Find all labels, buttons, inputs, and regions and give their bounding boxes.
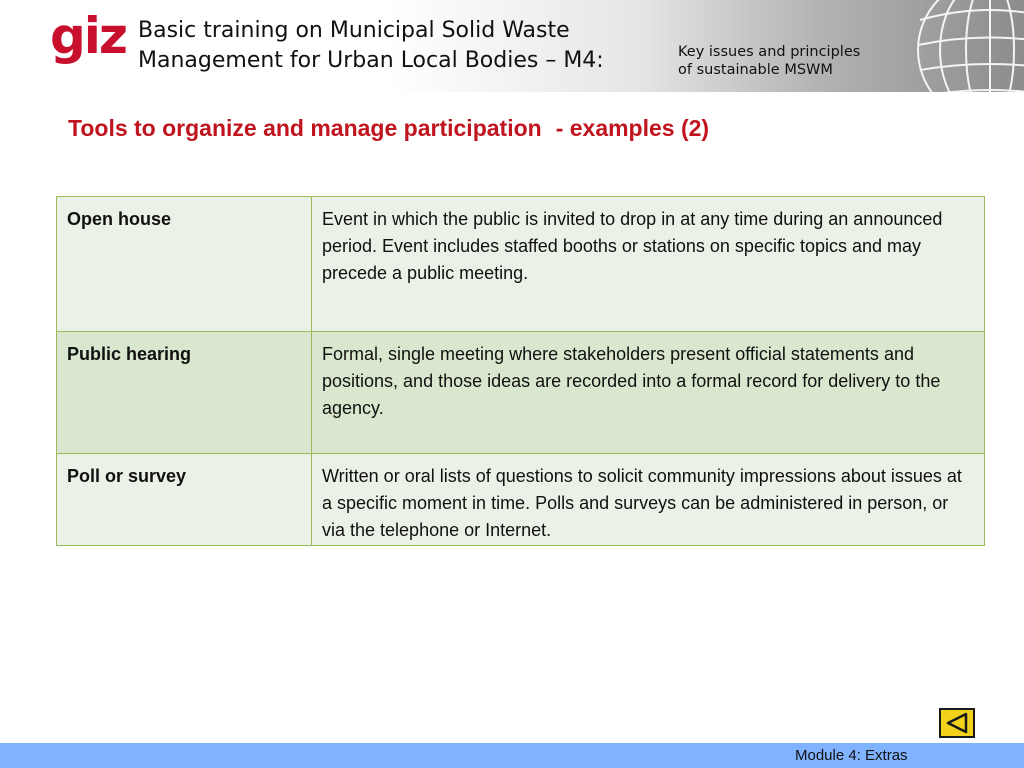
tool-description-cell: Formal, single meeting where stakeholders present official statements and positions, and those ideas are recorded into a formal record for delivery to the agency. (312, 332, 985, 454)
giz-logo: giz (50, 7, 127, 65)
slide-title-main: Tools to organize and manage participation (68, 115, 542, 141)
globe-icon (895, 0, 1024, 92)
tool-description-cell: Written or oral lists of questions to solicit community impressions about issues at a specific moment in time. Polls and surveys can be administered in person, or via the telephone or Internet. (312, 454, 985, 546)
course-title-line2: Management for Urban Local Bodies – M4: (138, 48, 604, 73)
footer-bar (0, 743, 1024, 768)
table-row (57, 197, 985, 332)
header-banner (0, 0, 1024, 92)
module-subtitle-line2: of sustainable MSWM (678, 62, 833, 78)
table-row (57, 454, 985, 546)
module-subtitle-line1: Key issues and principles (678, 44, 861, 60)
tool-name-cell: Public hearing (57, 332, 312, 454)
table-row (57, 332, 985, 454)
participation-tools-table (56, 196, 985, 546)
back-button[interactable] (939, 708, 975, 738)
tool-name-cell: Poll or survey (57, 454, 312, 546)
footer-module-label: Module 4: Extras (795, 747, 908, 764)
slide-title-suffix: - examples (2) (555, 115, 710, 141)
tool-name-cell: Open house (57, 197, 312, 332)
course-title-line1: Basic training on Municipal Solid Waste (138, 18, 570, 43)
slide-title (68, 113, 709, 143)
triangle-left-icon (944, 712, 970, 734)
tool-description-cell: Event in which the public is invited to drop in at any time during an announced period. Event includes staffed booths or stations on specific topics and may precede a public meeting. (312, 197, 985, 332)
